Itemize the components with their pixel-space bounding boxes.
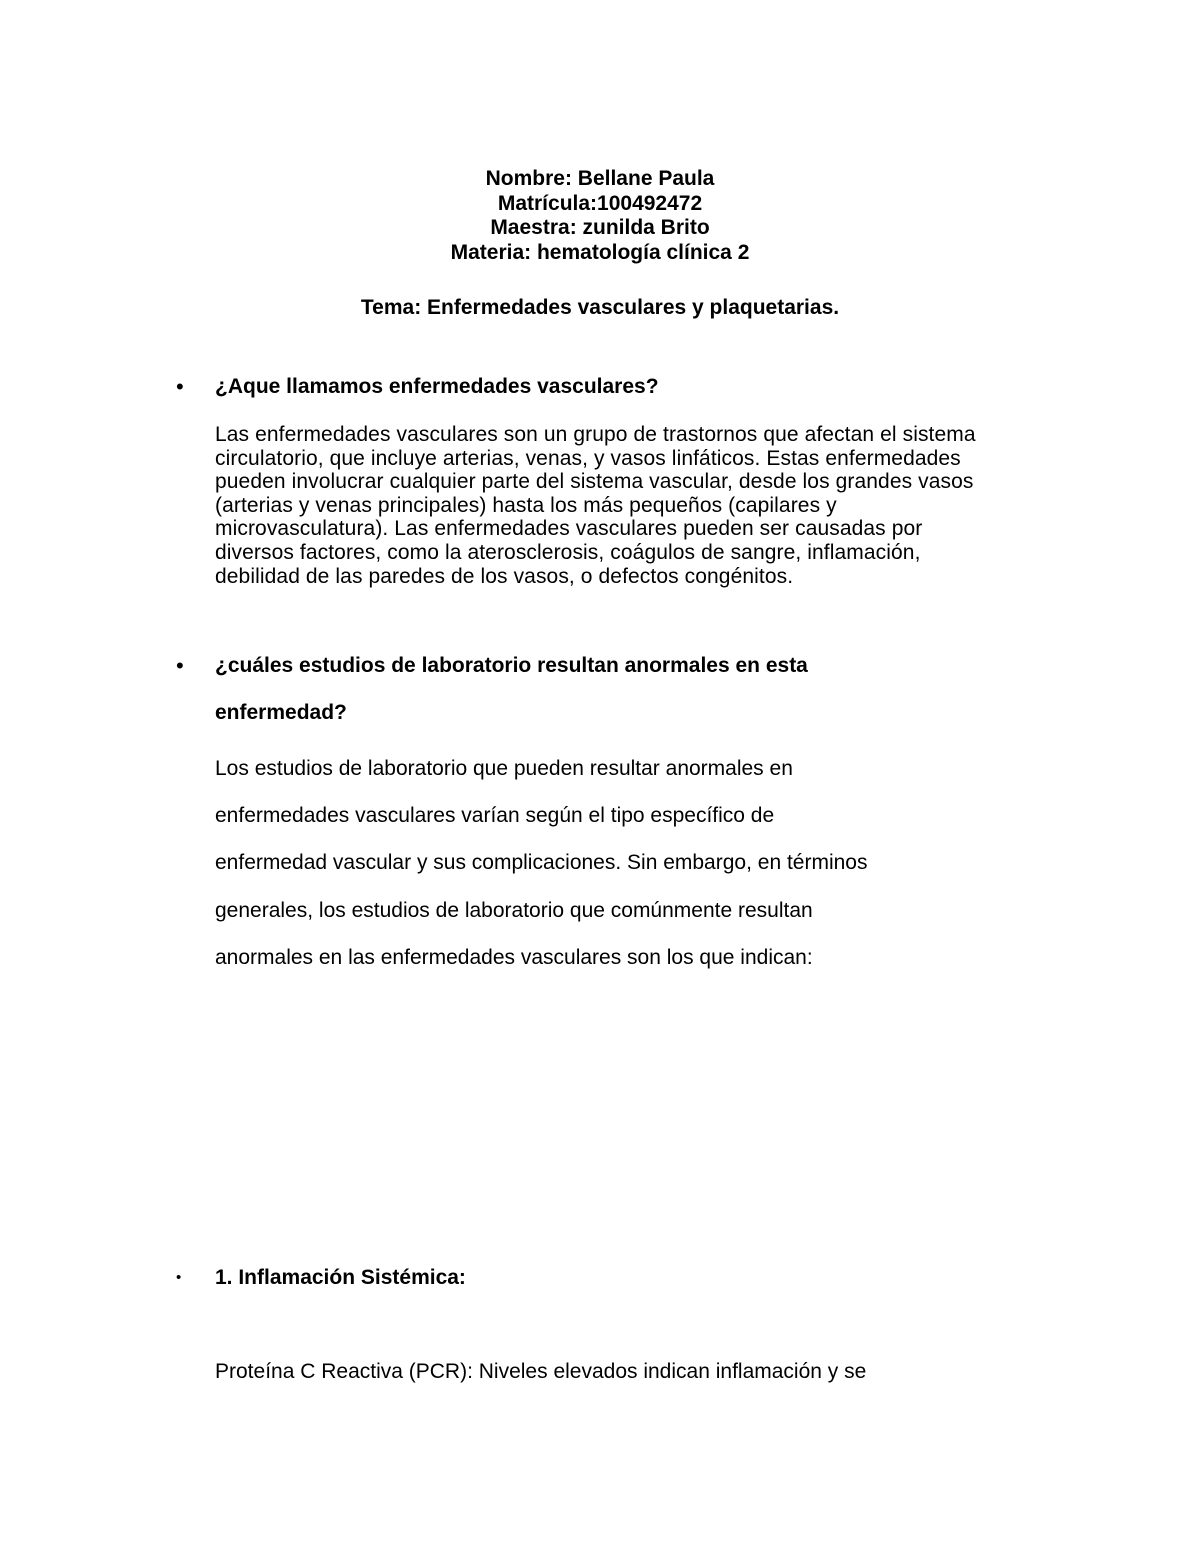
answer-2-line: enfermedades vasculares varían según el tipo específico de — [215, 804, 775, 828]
answer-2-line: anormales en las enfermedades vasculares son los que indican: — [215, 945, 813, 969]
subject-name: Materia: hematología clínica 2 — [450, 240, 750, 264]
answer-1-line: (arterias y venas principales) hasta los más pequeños (capilares y — [215, 493, 837, 517]
answer-1-line: microvasculatura). Las enfermedades vasculares pueden ser causadas por — [215, 517, 923, 541]
answer-1-line: circulatorio, que incluye arterias, venas, y vasos linfáticos. Estas enfermedades — [215, 446, 961, 470]
bullet-1: • — [176, 374, 184, 399]
answer-2-line: enfermedad vascular y sus complicaciones. Sin embargo, en términos — [215, 851, 868, 875]
answer-1-line: pueden involucrar cualquier parte del sistema vascular, desde los grandes vasos — [215, 470, 974, 494]
section-3-heading: 1. Inflamación Sistémica: — [215, 1266, 466, 1289]
answer-1-paragraph — [215, 423, 976, 588]
answer-2-line: generales, los estudios de laboratorio que comúnmente resultan — [215, 898, 813, 922]
answer-2-paragraph — [215, 745, 867, 981]
bullet-3: • — [176, 1269, 182, 1286]
student-id: Matrícula:100492472 — [497, 191, 703, 215]
answer-1-line: Las enfermedades vasculares son un grupo de trastornos que afectan el sistema — [215, 423, 976, 446]
student-name: Nombre: Bellane Paula — [485, 167, 715, 190]
section-3-text: Proteína C Reactiva (PCR): Niveles elevados indican inflamación y se — [215, 1360, 867, 1383]
teacher-name: Maestra: zunilda Brito — [490, 216, 710, 239]
answer-1-line: diversos factores, como la aterosclerosis, coágulos de sangre, inflamación, — [215, 540, 921, 564]
bullet-2: • — [176, 653, 184, 678]
question-2-line-2: enfermedad? — [215, 701, 347, 724]
document-header — [0, 167, 1200, 265]
answer-2-line: Los estudios de laboratorio que pueden resultar anormales en — [215, 757, 793, 780]
question-2-line-1: ¿cuáles estudios de laboratorio resultan anormales en esta — [215, 654, 808, 677]
answer-1-line: debilidad de las paredes de los vasos, o defectos congénitos. — [215, 564, 794, 588]
document-topic: Tema: Enfermedades vasculares y plaquetarias. — [360, 296, 840, 319]
question-1: ¿Aque llamamos enfermedades vasculares? — [215, 375, 659, 398]
